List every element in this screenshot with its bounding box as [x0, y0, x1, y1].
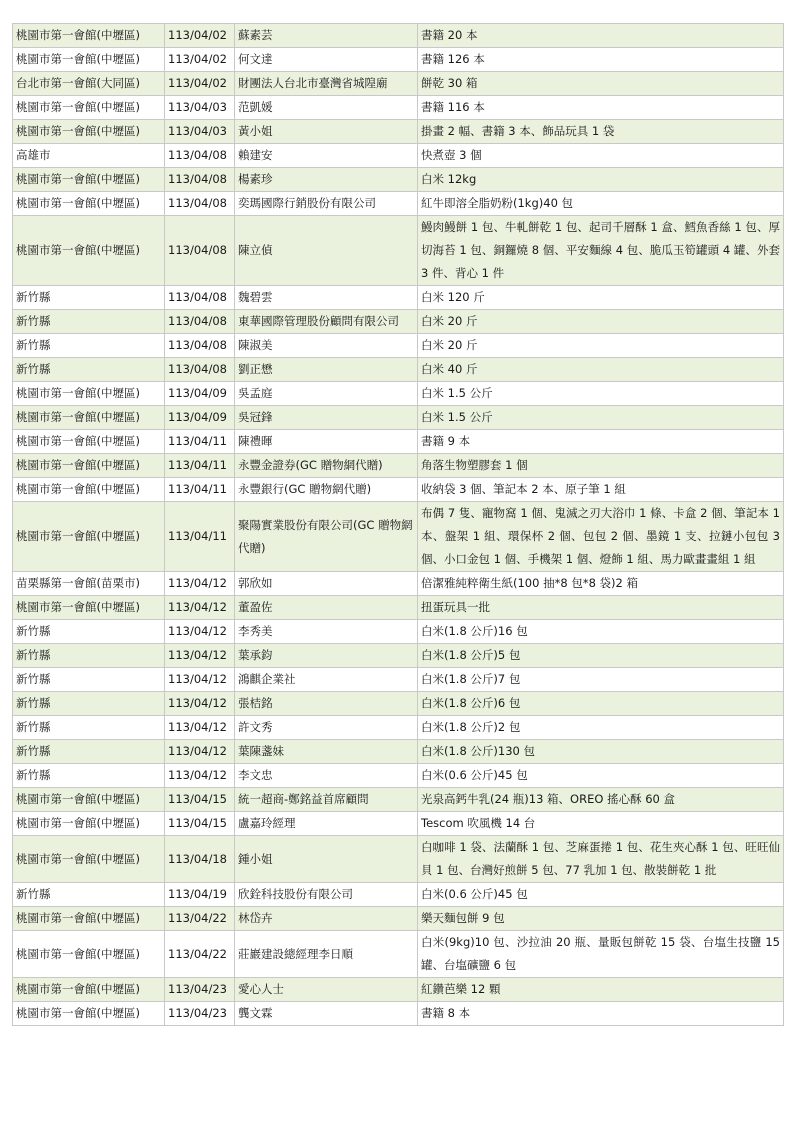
table-row	[13, 72, 784, 96]
donated-items-cell: 書籍 9 本	[418, 430, 784, 454]
receiving-unit-cell: 桃園市第一會館(中壢區)	[13, 1002, 165, 1026]
donated-items-cell: 角落生物塑膠套 1 個	[418, 454, 784, 478]
donor-cell: 許文秀	[235, 716, 418, 740]
receiving-unit-cell: 桃園市第一會館(中壢區)	[13, 430, 165, 454]
donor-cell: 葉陳盞妹	[235, 740, 418, 764]
table-row	[13, 24, 784, 48]
table-row	[13, 382, 784, 406]
date-cell: 113/04/15	[165, 788, 235, 812]
receiving-unit-cell: 桃園市第一會館(中壢區)	[13, 382, 165, 406]
receiving-unit-cell: 桃園市第一會館(中壢區)	[13, 48, 165, 72]
date-cell: 113/04/12	[165, 740, 235, 764]
date-cell: 113/04/12	[165, 716, 235, 740]
donor-cell: 奕瑪國際行銷股份有限公司	[235, 192, 418, 216]
date-cell: 113/04/09	[165, 382, 235, 406]
date-cell: 113/04/02	[165, 48, 235, 72]
donation-table	[12, 23, 784, 1026]
table-row	[13, 334, 784, 358]
table-row	[13, 740, 784, 764]
table-row	[13, 572, 784, 596]
date-cell: 113/04/02	[165, 24, 235, 48]
donated-items-cell: 白米 1.5 公斤	[418, 406, 784, 430]
donated-items-cell: 白米 120 斤	[418, 286, 784, 310]
donated-items-cell: 餅乾 30 箱	[418, 72, 784, 96]
receiving-unit-cell: 桃園市第一會館(中壢區)	[13, 907, 165, 931]
donated-items-cell: 白米 20 斤	[418, 334, 784, 358]
table-row	[13, 931, 784, 978]
table-row	[13, 1002, 784, 1026]
donor-cell: 李秀美	[235, 620, 418, 644]
date-cell: 113/04/22	[165, 931, 235, 978]
receiving-unit-cell: 新竹縣	[13, 286, 165, 310]
receiving-unit-cell: 新竹縣	[13, 310, 165, 334]
donation-table-body	[13, 24, 784, 1026]
receiving-unit-cell: 新竹縣	[13, 358, 165, 382]
table-row	[13, 168, 784, 192]
table-row	[13, 454, 784, 478]
donated-items-cell: 白米 12kg	[418, 168, 784, 192]
receiving-unit-cell: 桃園市第一會館(中壢區)	[13, 596, 165, 620]
donated-items-cell: 白米(0.6 公斤)45 包	[418, 883, 784, 907]
donor-cell: 財團法人台北市臺灣省城隍廟	[235, 72, 418, 96]
date-cell: 113/04/08	[165, 144, 235, 168]
table-row	[13, 310, 784, 334]
receiving-unit-cell: 桃園市第一會館(中壢區)	[13, 96, 165, 120]
donor-cell: 魏碧雲	[235, 286, 418, 310]
date-cell: 113/04/12	[165, 596, 235, 620]
donated-items-cell: 白米(1.8 公斤)16 包	[418, 620, 784, 644]
date-cell: 113/04/09	[165, 406, 235, 430]
donated-items-cell: 白米(1.8 公斤)6 包	[418, 692, 784, 716]
table-row	[13, 430, 784, 454]
donated-items-cell: 收納袋 3 個、筆記本 2 本、原子筆 1 組	[418, 478, 784, 502]
table-row	[13, 48, 784, 72]
donated-items-cell: 光泉高鈣牛乳(24 瓶)13 箱、OREO 搖心酥 60 盒	[418, 788, 784, 812]
table-row	[13, 216, 784, 286]
table-row	[13, 692, 784, 716]
table-row	[13, 358, 784, 382]
donor-cell: 龔文霖	[235, 1002, 418, 1026]
donor-cell: 吳冠鋒	[235, 406, 418, 430]
receiving-unit-cell: 桃園市第一會館(中壢區)	[13, 788, 165, 812]
date-cell: 113/04/12	[165, 764, 235, 788]
receiving-unit-cell: 桃園市第一會館(中壢區)	[13, 24, 165, 48]
donated-items-cell: 鰻肉鰻餅 1 包、牛軋餅乾 1 包、起司千層酥 1 盒、鱈魚香絲 1 包、厚切海苔 1 包、銅鑼燒 8 個、平安麵線 4 包、脆瓜玉筍罐頭 4 罐、外套 3 件、背心 1 件	[418, 216, 784, 286]
table-row	[13, 716, 784, 740]
donated-items-cell: 白米(1.8 公斤)7 包	[418, 668, 784, 692]
receiving-unit-cell: 新竹縣	[13, 740, 165, 764]
table-row	[13, 192, 784, 216]
date-cell: 113/04/03	[165, 96, 235, 120]
date-cell: 113/04/08	[165, 168, 235, 192]
donated-items-cell: 白米 40 斤	[418, 358, 784, 382]
date-cell: 113/04/12	[165, 668, 235, 692]
receiving-unit-cell: 桃園市第一會館(中壢區)	[13, 120, 165, 144]
date-cell: 113/04/11	[165, 478, 235, 502]
receiving-unit-cell: 桃園市第一會館(中壢區)	[13, 978, 165, 1002]
date-cell: 113/04/08	[165, 310, 235, 334]
table-row	[13, 406, 784, 430]
table-row	[13, 788, 784, 812]
donor-cell: 劉正懋	[235, 358, 418, 382]
donor-cell: 聚陽實業股份有限公司(GC 贈物網代贈)	[235, 502, 418, 572]
donor-cell: 永豐金證券(GC 贈物網代贈)	[235, 454, 418, 478]
date-cell: 113/04/15	[165, 812, 235, 836]
table-row	[13, 286, 784, 310]
date-cell: 113/04/19	[165, 883, 235, 907]
receiving-unit-cell: 桃園市第一會館(中壢區)	[13, 502, 165, 572]
donor-cell: 吳孟庭	[235, 382, 418, 406]
donated-items-cell: 倍潔雅純粹衛生紙(100 抽*8 包*8 袋)2 箱	[418, 572, 784, 596]
donor-cell: 范凱媛	[235, 96, 418, 120]
donor-cell: 陳淑美	[235, 334, 418, 358]
date-cell: 113/04/03	[165, 120, 235, 144]
date-cell: 113/04/22	[165, 907, 235, 931]
donated-items-cell: 白米 1.5 公斤	[418, 382, 784, 406]
date-cell: 113/04/12	[165, 620, 235, 644]
table-row	[13, 144, 784, 168]
donor-cell: 鍾小姐	[235, 836, 418, 883]
donated-items-cell: 白米 20 斤	[418, 310, 784, 334]
donated-items-cell: 白米(1.8 公斤)5 包	[418, 644, 784, 668]
receiving-unit-cell: 桃園市第一會館(中壢區)	[13, 478, 165, 502]
donated-items-cell: 白米(1.8 公斤)130 包	[418, 740, 784, 764]
receiving-unit-cell: 桃園市第一會館(中壢區)	[13, 812, 165, 836]
receiving-unit-cell: 桃園市第一會館(中壢區)	[13, 168, 165, 192]
table-row	[13, 978, 784, 1002]
donated-items-cell: 書籍 126 本	[418, 48, 784, 72]
date-cell: 113/04/12	[165, 572, 235, 596]
table-row	[13, 836, 784, 883]
table-row	[13, 644, 784, 668]
receiving-unit-cell: 桃園市第一會館(中壢區)	[13, 192, 165, 216]
receiving-unit-cell: 新竹縣	[13, 883, 165, 907]
date-cell: 113/04/11	[165, 430, 235, 454]
donor-cell: 郭欣如	[235, 572, 418, 596]
table-row	[13, 907, 784, 931]
donor-cell: 欣銓科技股份有限公司	[235, 883, 418, 907]
receiving-unit-cell: 新竹縣	[13, 620, 165, 644]
donated-items-cell: 紅牛即溶全脂奶粉(1kg)40 包	[418, 192, 784, 216]
donor-cell: 林岱卉	[235, 907, 418, 931]
table-row	[13, 883, 784, 907]
date-cell: 113/04/08	[165, 358, 235, 382]
donor-cell: 董盈佐	[235, 596, 418, 620]
donor-cell: 統一超商-鄭銘益首席顧問	[235, 788, 418, 812]
donated-items-cell: 書籍 20 本	[418, 24, 784, 48]
donor-cell: 賴建安	[235, 144, 418, 168]
receiving-unit-cell: 新竹縣	[13, 334, 165, 358]
donor-cell: 陳立偵	[235, 216, 418, 286]
donated-items-cell: 書籍 8 本	[418, 1002, 784, 1026]
donated-items-cell: 布偶 7 隻、寵物窩 1 個、鬼滅之刃大浴巾 1 條、卡盒 2 個、筆記本 1 本、盤架 1 組、環保杯 2 個、包包 2 個、墨鏡 1 支、拉鏈小包包 3 個、小口金包 1 個、手機架 1 個、燈飾 1 組、馬力歐畫畫組 1 組	[418, 502, 784, 572]
date-cell: 113/04/08	[165, 216, 235, 286]
receiving-unit-cell: 新竹縣	[13, 716, 165, 740]
receiving-unit-cell: 新竹縣	[13, 668, 165, 692]
receiving-unit-cell: 桃園市第一會館(中壢區)	[13, 836, 165, 883]
donated-items-cell: 白米(9kg)10 包、沙拉油 20 瓶、量販包餅乾 15 袋、台塩生技鹽 15 罐、台塩礦鹽 6 包	[418, 931, 784, 978]
date-cell: 113/04/23	[165, 978, 235, 1002]
table-row	[13, 478, 784, 502]
table-row	[13, 668, 784, 692]
donated-items-cell: 扭蛋玩具一批	[418, 596, 784, 620]
receiving-unit-cell: 台北市第一會館(大同區)	[13, 72, 165, 96]
receiving-unit-cell: 桃園市第一會館(中壢區)	[13, 406, 165, 430]
receiving-unit-cell: 桃園市第一會館(中壢區)	[13, 931, 165, 978]
date-cell: 113/04/18	[165, 836, 235, 883]
donor-cell: 張桔銘	[235, 692, 418, 716]
donor-cell: 莊巖建設總經理李日順	[235, 931, 418, 978]
donor-cell: 李文忠	[235, 764, 418, 788]
donor-cell: 東華國際管理股份顧問有限公司	[235, 310, 418, 334]
donor-cell: 愛心人士	[235, 978, 418, 1002]
date-cell: 113/04/08	[165, 192, 235, 216]
date-cell: 113/04/12	[165, 644, 235, 668]
donated-items-cell: 書籍 116 本	[418, 96, 784, 120]
donated-items-cell: Tescom 吹風機 14 台	[418, 812, 784, 836]
donor-cell: 盧嘉玲經理	[235, 812, 418, 836]
donated-items-cell: 白米(1.8 公斤)2 包	[418, 716, 784, 740]
table-row	[13, 764, 784, 788]
date-cell: 113/04/11	[165, 454, 235, 478]
donated-items-cell: 掛畫 2 幅、書籍 3 本、飾品玩具 1 袋	[418, 120, 784, 144]
donor-cell: 楊素珍	[235, 168, 418, 192]
receiving-unit-cell: 新竹縣	[13, 692, 165, 716]
table-row	[13, 812, 784, 836]
donor-cell: 黃小姐	[235, 120, 418, 144]
donor-cell: 蘇素芸	[235, 24, 418, 48]
donor-cell: 陳禮暉	[235, 430, 418, 454]
table-row	[13, 620, 784, 644]
date-cell: 113/04/11	[165, 502, 235, 572]
donor-cell: 永豐銀行(GC 贈物網代贈)	[235, 478, 418, 502]
donor-cell: 葉承鈞	[235, 644, 418, 668]
receiving-unit-cell: 桃園市第一會館(中壢區)	[13, 216, 165, 286]
receiving-unit-cell: 新竹縣	[13, 764, 165, 788]
donor-cell: 鴻麒企業社	[235, 668, 418, 692]
date-cell: 113/04/02	[165, 72, 235, 96]
date-cell: 113/04/08	[165, 334, 235, 358]
donor-cell: 何文達	[235, 48, 418, 72]
table-row	[13, 96, 784, 120]
table-row	[13, 596, 784, 620]
table-row	[13, 120, 784, 144]
donated-items-cell: 白咖啡 1 袋、法蘭酥 1 包、芝麻蛋捲 1 包、花生夾心酥 1 包、旺旺仙貝 1 包、台灣好煎餅 5 包、77 乳加 1 包、散裝餅乾 1 批	[418, 836, 784, 883]
date-cell: 113/04/23	[165, 1002, 235, 1026]
date-cell: 113/04/12	[165, 692, 235, 716]
donated-items-cell: 白米(0.6 公斤)45 包	[418, 764, 784, 788]
receiving-unit-cell: 新竹縣	[13, 644, 165, 668]
donated-items-cell: 樂天麵包餅 9 包	[418, 907, 784, 931]
date-cell: 113/04/08	[165, 286, 235, 310]
donated-items-cell: 紅鑽芭樂 12 顆	[418, 978, 784, 1002]
table-row	[13, 502, 784, 572]
receiving-unit-cell: 苗栗縣第一會館(苗栗市)	[13, 572, 165, 596]
donated-items-cell: 快煮壺 3 個	[418, 144, 784, 168]
receiving-unit-cell: 桃園市第一會館(中壢區)	[13, 454, 165, 478]
receiving-unit-cell: 高雄市	[13, 144, 165, 168]
